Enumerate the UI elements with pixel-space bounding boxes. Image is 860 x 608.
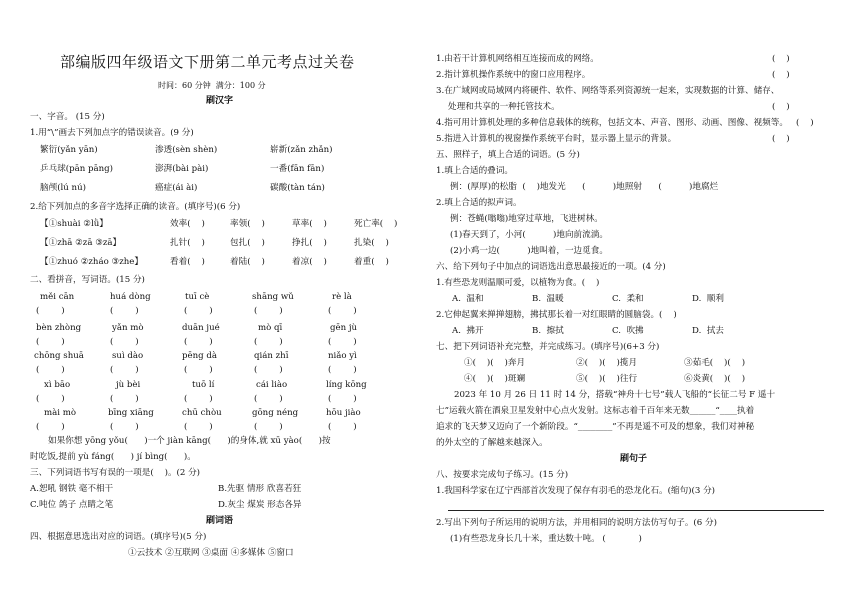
answer-blank[interactable]: ( ): [110, 337, 139, 347]
idiom-blank: ⑤( )( )往行: [576, 374, 638, 384]
polyphone-blank: 着凉( ): [292, 257, 327, 267]
answer-blank[interactable]: ( ): [254, 337, 283, 347]
onomatopoeia-item: (1)春天到了，小河( )地向前流淌。: [450, 230, 608, 240]
definition-item: 1.由若干计算机网络相互连接而成的网络。: [436, 54, 599, 64]
polyphone-blank: 包扎( ): [230, 238, 265, 248]
passage-line: 七”运载火箭在酒泉卫星发射中心点火发射。这标志着千百年来无数______“____执着: [436, 406, 755, 416]
polyphone-blank: 率领( ): [230, 219, 265, 229]
pinyin-prompt: jù bèi: [116, 380, 141, 390]
question-5-heading: 五、照样子，填上合适的词语。(5 分): [436, 150, 580, 160]
word-bank: ①云技术 ②互联网 ③桌面 ④多媒体 ⑤窗口: [128, 548, 294, 558]
pinyin-prompt: bīng xiāng: [108, 408, 154, 418]
method-item: (1)有些恐龙身长几十米，重达数十吨。 ( ): [450, 534, 642, 544]
answer-blank[interactable]: ( ): [184, 306, 213, 316]
pinyin-prompt: pēng dà: [182, 351, 217, 361]
answer-blank[interactable]: ( ): [328, 306, 357, 316]
option-a[interactable]: A. 拂开: [452, 326, 484, 336]
definition-item: 处理和共享的一种托管技术。: [448, 102, 560, 112]
pinyin-item: 碳酸(tàn tán): [270, 183, 325, 193]
pinyin-prompt: líng kōng: [326, 380, 367, 390]
section-header-characters: 刷汉字: [206, 96, 234, 106]
polyphone-blank: 效率( ): [170, 219, 205, 229]
pinyin-prompt: shāng wǔ: [252, 292, 294, 302]
question-8-1: 1.我国科学家在辽宁西部首次发现了保存有羽毛的恐龙化石。(缩句)(3 分): [436, 486, 716, 496]
definition-item: 2.指计算机操作系统中的窗口应用程序。: [436, 70, 591, 80]
section-header-sentences: 刷句子: [620, 454, 648, 464]
definition-item: 3.在广域网或局域网内将硬件、软件、网络等系列资源统一起来，实现数据的计算、储存、: [436, 86, 780, 96]
pinyin-item: 崭新(zǎn zhǎn): [270, 145, 333, 155]
answer-blank[interactable]: ( ): [254, 365, 283, 375]
pinyin-prompt: hōu jiào: [326, 408, 361, 418]
passage-line: 的外太空的了解越来越深入。: [436, 438, 548, 448]
question-8-2: 2.写出下列句子所运用的说明方法，并用相同的说明方法仿写句子。(6 分): [436, 518, 717, 528]
pinyin-prompt: rè là: [332, 292, 352, 302]
pinyin-prompt: bèn zhòng: [36, 323, 82, 333]
definition-item: 5.指进入计算机的视窗操作系统平台时，显示器上显示的背景。: [436, 134, 677, 144]
answer-paren[interactable]: ( ): [772, 70, 790, 80]
pinyin-item: 癌症(ái ài): [155, 183, 198, 193]
answer-line[interactable]: [448, 510, 824, 511]
option-c[interactable]: C.吨位 鸽子 点睛之笔: [30, 500, 114, 510]
question-1-2-prompt: 2.给下列加点的多音字选择正确的读音。(填序号)(6 分): [30, 202, 241, 212]
idiom-blank: ④( )( )斑斓: [464, 374, 526, 384]
polyphone-blank: 扎染( ): [354, 238, 389, 248]
polyphone-blank: 扎针( ): [170, 238, 205, 248]
answer-blank[interactable]: ( ): [184, 422, 213, 432]
pinyin-prompt: mài mò: [44, 408, 77, 418]
polyphone-blank: 死亡率( ): [354, 219, 398, 229]
question-7-heading: 七、把下列词语补充完整，并完成练习。(填序号)(6+3 分): [436, 342, 660, 352]
answer-blank[interactable]: ( ): [184, 365, 213, 375]
pinyin-prompt: huá dòng: [110, 292, 151, 302]
question-6-heading: 六、给下列句子中加点的词语选出意思最接近的一项。(4 分): [436, 262, 666, 272]
pinyin-sentence: 如果你想 yōng yǒu( )一个 jiàn kāng( )的身体,就 xū yào( )按: [48, 436, 331, 446]
pinyin-prompt: tuō lí: [192, 380, 215, 390]
question-3-heading: 三、下列词语书写有误的一项是( )。(2 分): [30, 468, 201, 478]
question-1-1-prompt: 1.用“\”画去下列加点字的错误读音。(9 分): [30, 128, 194, 138]
page-title: 部编版四年级语文下册第二单元考点过关卷: [60, 53, 355, 71]
idiom-blank: ①( )( )奔月: [464, 358, 526, 368]
onomatopoeia-example: 例：苍蝇(嗡嗡)地穿过草地，飞进树林。: [450, 214, 603, 224]
answer-blank[interactable]: ( ): [328, 394, 357, 404]
polyphone-key: 【①zhuó ②zháo ③zhe】: [40, 257, 143, 267]
pinyin-prompt: yǎn mò: [112, 323, 144, 333]
onomatopoeia-item: (2)小鸡一边( )地叫着，一边觅食。: [450, 246, 608, 256]
question-1-heading: 一、字音。 (15 分): [30, 112, 105, 122]
pinyin-item: 一番(fān fān): [270, 164, 325, 174]
answer-blank[interactable]: ( ): [328, 365, 357, 375]
pinyin-item: 脑颅(lú nú): [40, 183, 86, 193]
pinyin-prompt: tuī cè: [185, 292, 210, 302]
passage-line: 追求的飞天梦又迈向了一个新阶段。“________”不再是遥不可及的想象，我们对神秘: [436, 422, 755, 432]
answer-blank[interactable]: ( ): [110, 394, 139, 404]
polyphone-key: 【①zhā ②zā ③zā】: [40, 238, 122, 248]
question-4-heading: 四、根据意思选出对应的词语。(填序号)(5 分): [30, 532, 207, 542]
answer-blank[interactable]: ( ): [328, 422, 357, 432]
question-6-1: 1.有些恐龙则温顺可爱，以植物为食。( ): [436, 278, 600, 288]
answer-blank[interactable]: ( ): [254, 422, 283, 432]
polyphone-blank: 着陆( ): [230, 257, 265, 267]
option-b[interactable]: B. 擦拭: [532, 326, 564, 336]
option-a[interactable]: A.恕吼 钢铁 毫不相干: [30, 484, 114, 494]
answer-paren[interactable]: ( ): [772, 134, 790, 144]
exam-info: 时间：60 分钟 满分：100 分: [158, 81, 266, 90]
idiom-blank: ⑥炎黄( )( ): [684, 374, 746, 384]
pinyin-prompt: cái liào: [256, 380, 288, 390]
pinyin-prompt: xì bāo: [44, 380, 71, 390]
option-d[interactable]: D. 拭去: [692, 326, 724, 336]
pinyin-prompt: chōng shuā: [34, 351, 84, 361]
pinyin-prompt: měi cān: [40, 292, 75, 302]
idiom-blank: ②( )( )揽月: [576, 358, 638, 368]
pinyin-item: 澎湃(bài pài): [155, 164, 209, 174]
question-5-2: 2.填上合适的拟声词。: [436, 198, 522, 208]
option-c[interactable]: C. 柔和: [612, 294, 644, 304]
answer-blank[interactable]: ( ): [110, 306, 139, 316]
idiom-blank: ③茹毛( )( ): [684, 358, 746, 368]
answer-blank[interactable]: ( ): [254, 394, 283, 404]
passage-line: 2023 年 10 月 26 日 11 时 14 分，搭载“神舟十七号”载人飞船的“长征二号 F 遥十: [454, 390, 776, 400]
answer-blank[interactable]: ( ): [36, 394, 65, 404]
option-c[interactable]: C. 吹拂: [612, 326, 644, 336]
question-5-1: 1.填上合适的叠词。: [436, 166, 513, 176]
pinyin-prompt: qián zhī: [254, 351, 289, 361]
polyphone-blank: 着重( ): [354, 257, 389, 267]
answer-blank[interactable]: ( ): [36, 337, 65, 347]
pinyin-prompt: duān jué: [182, 323, 220, 333]
polyphone-blank: 看着( ): [170, 257, 205, 267]
answer-blank[interactable]: ( ): [36, 306, 65, 316]
pinyin-prompt: niǎo yì: [328, 351, 357, 361]
pinyin-prompt: chū chòu: [182, 408, 222, 418]
polyphone-blank: 草率( ): [292, 219, 327, 229]
answer-paren[interactable]: ( ): [796, 118, 814, 128]
answer-paren[interactable]: ( ): [772, 54, 790, 64]
question-6-2: 2.它伸起翼来掸掸翅膀，拂拭那长着一对红眼睛的圆脑袋。( ): [436, 310, 677, 320]
option-d[interactable]: D. 顺利: [692, 294, 724, 304]
question-8-heading: 八、按要求完成句子练习。(15 分): [436, 470, 569, 480]
reduplication-example: 例：(厚厚)的松脂 ( )地发光 ( )地照射 ( )地腐烂: [450, 182, 719, 192]
answer-blank[interactable]: ( ): [328, 337, 357, 347]
option-b[interactable]: B. 温暖: [532, 294, 564, 304]
definition-item: 4.指可用计算机处理的多种信息载体的统称，包括文本、声音、图形、动画、图像、视频等。: [436, 118, 788, 128]
pinyin-sentence: 时吃饭,提前 yù fáng( ) jí bìng( )。: [30, 452, 196, 462]
answer-blank[interactable]: ( ): [110, 422, 139, 432]
answer-blank[interactable]: ( ): [36, 422, 65, 432]
answer-blank[interactable]: ( ): [110, 365, 139, 375]
answer-blank[interactable]: ( ): [184, 394, 213, 404]
answer-blank[interactable]: ( ): [184, 337, 213, 347]
option-b[interactable]: B.先驱 情形 欣喜若狂: [218, 484, 302, 494]
polyphone-key: 【①shuài ②lǜ】: [40, 219, 108, 229]
answer-blank[interactable]: ( ): [36, 365, 65, 375]
pinyin-prompt: gōng néng: [252, 408, 299, 418]
question-2-heading: 二、看拼音，写词语。(15 分): [30, 275, 145, 285]
option-a[interactable]: A. 温和: [452, 294, 484, 304]
polyphone-blank: 挣扎( ): [292, 238, 327, 248]
answer-paren[interactable]: ( ): [772, 102, 790, 112]
pinyin-prompt: mò qī: [258, 323, 283, 333]
answer-blank[interactable]: ( ): [254, 306, 283, 316]
section-header-words: 刷词语: [206, 516, 234, 526]
option-d[interactable]: D.灰尘 煤炭 形态各异: [218, 500, 302, 510]
pinyin-prompt: gēn jù: [330, 323, 358, 333]
pinyin-item: 乒乓球(pān pāng): [40, 164, 114, 174]
pinyin-item: 繁衍(yǎn yān): [40, 145, 98, 155]
pinyin-item: 渗透(sèn shèn): [155, 145, 218, 155]
pinyin-prompt: suì dào: [112, 351, 144, 361]
